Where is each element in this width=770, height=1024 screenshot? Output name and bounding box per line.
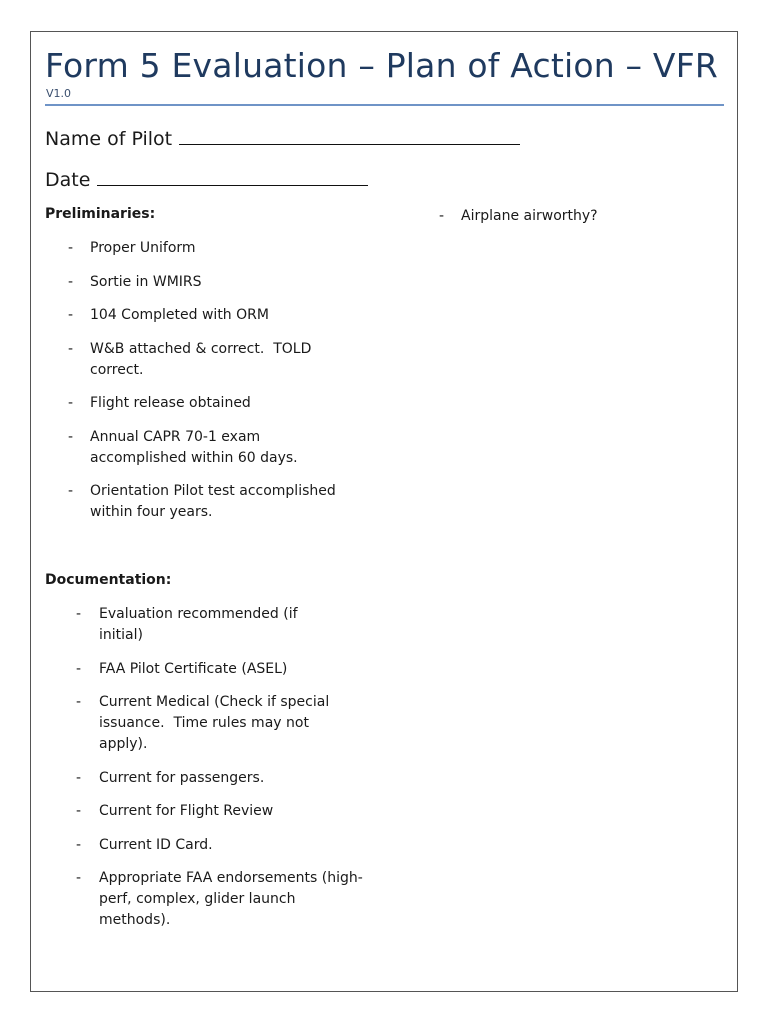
dash-bullet: -	[68, 307, 74, 323]
right-column-list	[439, 206, 598, 227]
list-item	[45, 272, 375, 293]
list-item	[45, 481, 375, 523]
documentation-list	[45, 604, 375, 944]
list-item	[45, 238, 375, 259]
preliminaries-heading: Preliminaries:	[45, 206, 156, 222]
dash-bullet: -	[68, 240, 74, 256]
list-item	[45, 868, 375, 931]
item-text: Current for passengers.	[99, 769, 265, 786]
list-item	[45, 339, 375, 381]
item-text: Orientation Pilot test accomplished within four years.	[90, 483, 336, 520]
dash-bullet: -	[68, 340, 74, 357]
item-text: 104 Completed with ORM	[90, 307, 269, 323]
item-text: Evaluation recommended (if initial)	[99, 606, 298, 643]
dash-bullet: -	[76, 694, 82, 710]
dash-bullet: -	[439, 208, 445, 224]
item-text: Annual CAPR 70-1 exam accomplished within 60 days.	[90, 428, 298, 466]
item-text: Flight release obtained	[90, 395, 251, 411]
list-item	[45, 659, 375, 680]
dash-bullet: -	[76, 836, 82, 853]
pilot-name-blank[interactable]	[179, 126, 520, 145]
list-item	[45, 305, 375, 326]
item-text: W&B attached & correct. TOLD correct.	[90, 340, 316, 378]
documentation-heading: Documentation:	[45, 572, 172, 588]
dash-bullet: -	[68, 483, 74, 499]
list-item	[45, 692, 375, 755]
dash-bullet: -	[68, 428, 74, 445]
dash-bullet: -	[76, 606, 82, 622]
item-text: Current for Flight Review	[99, 803, 274, 819]
pilot-name-field[interactable]	[45, 126, 520, 150]
list-item	[45, 835, 375, 856]
item-text: Sortie in WMIRS	[90, 273, 202, 290]
date-label: Date	[45, 169, 91, 191]
dash-bullet: -	[76, 769, 82, 786]
list-item	[45, 393, 375, 414]
list-item	[45, 768, 375, 789]
dash-bullet: -	[68, 273, 74, 290]
version-label: V1.0	[46, 87, 72, 100]
title-underline	[45, 104, 724, 106]
list-item	[439, 206, 598, 227]
dash-bullet: -	[76, 870, 82, 886]
item-text: FAA Pilot Certificate (ASEL)	[99, 660, 288, 677]
list-item	[45, 801, 375, 822]
item-text: Proper Uniform	[90, 240, 196, 256]
date-blank[interactable]	[97, 167, 368, 186]
dash-bullet: -	[76, 660, 82, 677]
item-text: Current ID Card.	[99, 836, 213, 853]
page-title: Form 5 Evaluation – Plan of Action – VFR	[45, 46, 719, 85]
form-page	[30, 31, 738, 992]
dash-bullet: -	[76, 803, 82, 819]
item-text: Current Medical (Check if special issuance. Time rules may not apply).	[99, 694, 334, 752]
item-text: Airplane airworthy?	[461, 208, 598, 224]
date-field[interactable]	[45, 167, 368, 191]
dash-bullet: -	[68, 395, 74, 411]
item-text: Appropriate FAA endorsements (high-perf, complex, glider launch methods).	[99, 870, 363, 928]
pilot-name-label: Name of Pilot	[45, 128, 173, 150]
preliminaries-list	[45, 238, 375, 536]
list-item	[45, 604, 375, 646]
list-item	[45, 427, 375, 469]
